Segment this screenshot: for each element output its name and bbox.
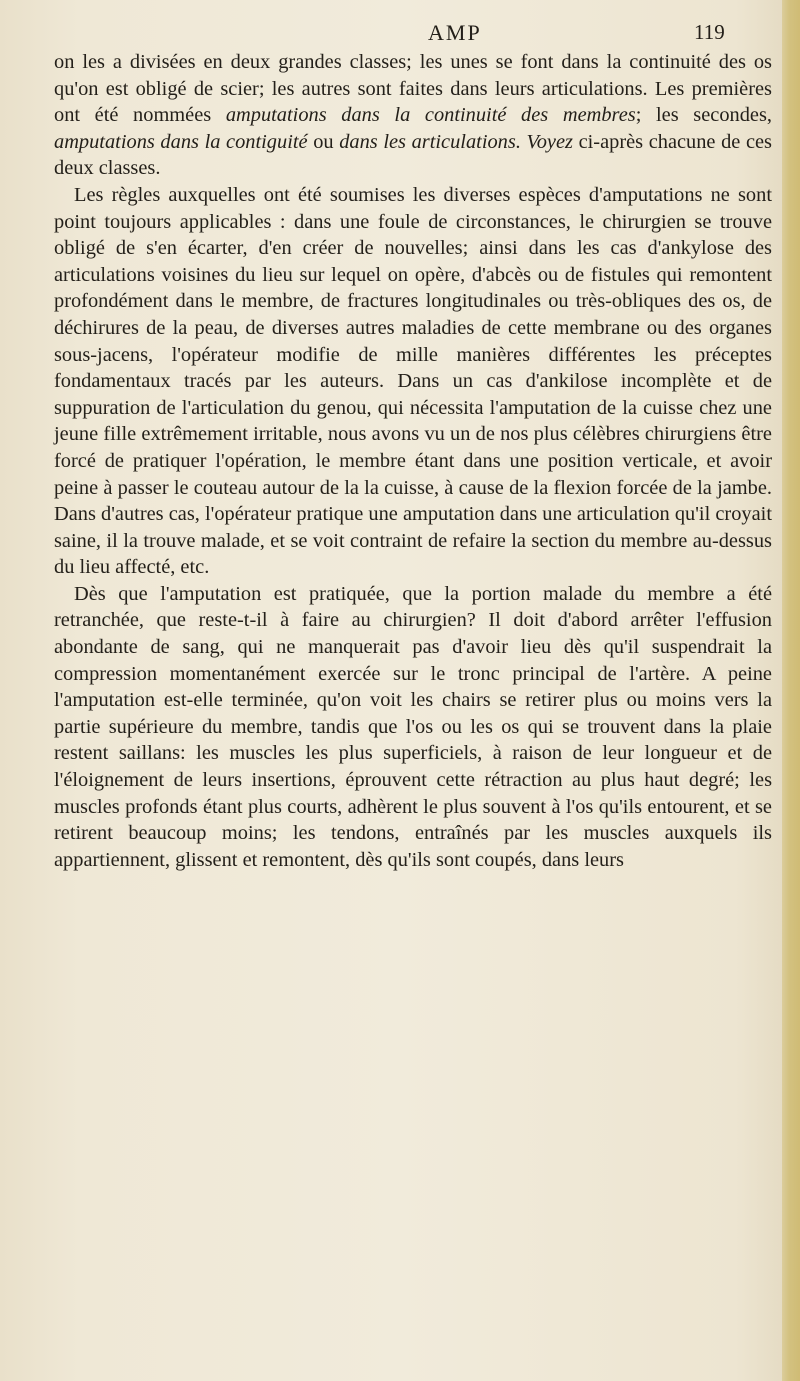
- paragraph-1-part-2-italic: amputations dans la continuité des membres: [225, 104, 636, 127]
- paragraph-1-part-4-italic: amputations dans la contiguité: [54, 130, 308, 153]
- paragraph-3: Dès que l'amputation est pratiquée, que la portion malade du membre a été retranchée, que reste-t-il à faire au chirurgien? Il doit d'abord arrêter l'effusion abondante de sang, qui ne manquerait pas d'avoir lieu dès qu'il suspendrait la compression momentanément exercée sur le tronc principal de l'artère. A peine l'amputation est-elle terminée, qu'on voit les chairs se retirer plus ou moins vers la partie supérieure du membre, tandis que l'os ou les os qui se trouvent dans la plaie restent saillans: les muscles les plus superficiels, à raison de leur longueur et de l'éloignement de leurs insertions, éprouvent cette rétraction au plus haut degré; les muscles profonds étant plus courts, adhèrent le plus souvent à l'os qu'ils entourent, et se retirent beaucoup moins; les tendons, entraînés par les muscles auxquels ils appartiennent, glissent et remontent, dès qu'ils sont coupés, dans leurs: [54, 582, 772, 871]
- paragraph-1-part-6-italic: dans les articulations. Voyez: [339, 130, 573, 153]
- paragraph-1-part-1: on les a divisées en deux grandes classes; les unes se font dans la continuité des os qu'on est obligé de scier; les autres sont faites dans leurs articulations. Les premières ont été nommées: [54, 51, 772, 127]
- paragraph-1: [54, 49, 772, 182]
- paragraph-1-part-3: ; les secondes,: [635, 104, 772, 127]
- text-body: [54, 49, 772, 873]
- paragraph-1-part-7: ci-après chacune de ces deux classes.: [54, 130, 772, 180]
- page-header: [54, 20, 772, 50]
- paragraph-1-part-5: ou: [307, 130, 340, 153]
- page-edge-decoration: [782, 0, 800, 1381]
- running-head: AMP: [428, 20, 482, 45]
- page-number: 119: [694, 20, 725, 44]
- paragraph-2: Les règles auxquelles ont été soumises les diverses espèces d'amputations ne sont point toujours applicables : dans une foule de circonstances, le chirurgien se trouve obligé de s'en écarter, d'en créer de nouvelles; ainsi dans les cas d'ankylose des articulations voisines du lieu sur lequel on opère, d'abcès ou de fistules qui remontent profondément dans le membre, de fractures longitudinales ou très-obliques des os, de déchirures de la peau, de diverses autres maladies de cette membrane ou des organes sous-jacens, l'opérateur modifie de mille manières différentes les préceptes fondamentaux tracés par les auteurs. Dans un cas d'ankilose incomplète et de suppuration de l'articulation du genou, qui nécessita l'amputation de la cuisse chez une jeune fille extrêmement irritable, nous avons vu un de nos plus célèbres chirurgiens être forcé de pratiquer l'opération, le membre étant dans une position verticale, et avoir peine à passer le couteau autour de la la cuisse, à cause de la flexion forcée de la jambe. Dans d'autres cas, l'opérateur pratique une amputation dans une articulation qu'il croyait saine, il la trouve malade, et se voit contraint de refaire la section du membre au-dessus du lieu affecté, etc.: [54, 183, 772, 579]
